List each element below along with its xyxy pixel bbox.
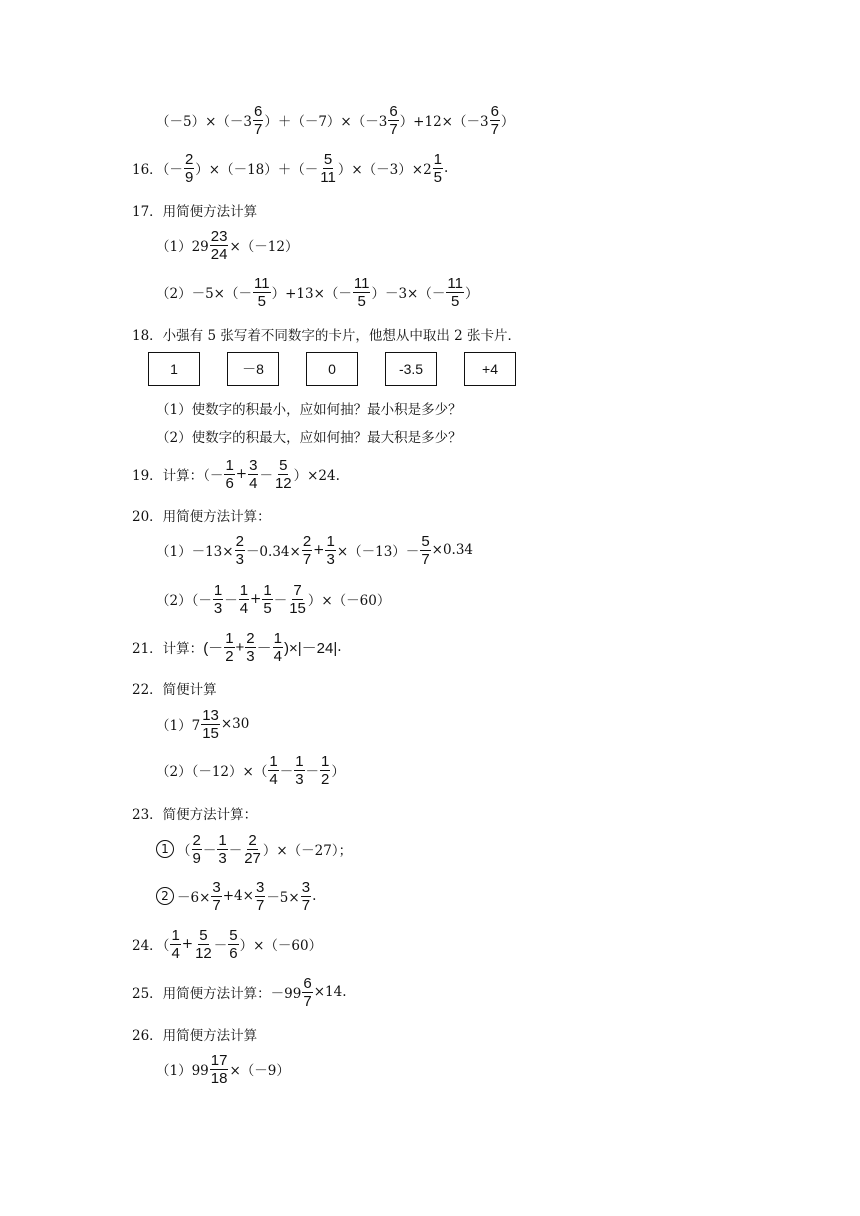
math-text: 17．用简便方法计算	[132, 204, 258, 220]
number-card: 1	[148, 352, 200, 386]
fraction-numerator: 1	[269, 752, 278, 770]
fraction-denominator: 7	[421, 550, 430, 568]
fraction-denominator: 2	[321, 770, 330, 788]
fraction-denominator: 3	[218, 849, 227, 867]
fraction-denominator: 9	[184, 168, 194, 186]
math-text: ）	[500, 114, 515, 130]
fraction	[274, 457, 293, 492]
circled-number: 1	[156, 840, 174, 858]
math-text: ）	[331, 764, 345, 780]
fraction-denominator: 7	[303, 992, 312, 1010]
fraction-denominator: 4	[269, 770, 278, 788]
math-text: ）+12×（－3	[399, 114, 489, 130]
fraction-denominator: 11	[320, 168, 336, 186]
fraction	[217, 832, 227, 867]
fraction-denominator: 27	[244, 849, 261, 867]
fraction	[235, 533, 245, 568]
math-text: ）×（－60）	[239, 938, 323, 954]
fraction-numerator: 1	[171, 926, 180, 944]
math-text: ）×24.	[293, 468, 340, 484]
fraction	[239, 582, 249, 617]
fraction	[262, 582, 272, 617]
fraction-numerator: 5	[421, 532, 430, 550]
problem-line-q25	[132, 970, 346, 1014]
fraction-numerator: 2	[192, 831, 201, 849]
fraction	[288, 582, 307, 617]
math-text: ×（－9）	[229, 1063, 290, 1079]
fraction-denominator: 4	[171, 944, 180, 962]
fraction-denominator: 6	[225, 474, 234, 492]
fraction	[294, 753, 304, 788]
fraction-numerator: 17	[210, 1051, 228, 1069]
problem-line-q17b	[156, 270, 478, 314]
circled-number: 2	[156, 887, 174, 905]
fraction	[243, 832, 262, 867]
math-text: （2）－5×（－	[156, 286, 252, 302]
math-text: 24．（	[132, 938, 170, 954]
fraction-denominator: 18	[210, 1069, 228, 1087]
math-text: －	[224, 593, 238, 609]
fraction-numerator: 2	[235, 532, 244, 550]
fraction-denominator: 5	[263, 599, 272, 617]
math-text: +	[181, 936, 194, 952]
math-text: （1）－13×	[156, 544, 234, 560]
number-card: -3.5	[385, 352, 437, 386]
math-text: +4×	[222, 888, 254, 904]
fraction-numerator: 5	[199, 926, 208, 944]
fraction-denominator: 7	[490, 120, 499, 138]
fraction	[211, 879, 221, 914]
math-text: （1）29	[156, 239, 209, 255]
math-text: （1）使数字的积最小，应如何抽？最小积是多少？	[156, 402, 462, 418]
fraction	[388, 103, 398, 138]
math-text: ×30	[220, 716, 250, 732]
fraction	[446, 275, 464, 310]
fraction-numerator: 1	[295, 752, 304, 770]
fraction-denominator: 4	[249, 474, 258, 492]
problem-line-q21	[132, 625, 342, 669]
fraction-numerator: 2	[246, 629, 255, 647]
fraction-numerator: 2	[302, 532, 312, 550]
math-text: 18．小强有 5 张写着不同数字的卡片，他想从中取出 2 张卡片．	[132, 328, 522, 344]
math-text: －	[213, 938, 228, 954]
math-text: +	[250, 591, 262, 607]
fraction	[228, 927, 238, 962]
problem-line-q23a	[156, 827, 352, 871]
fraction-numerator: 1	[433, 150, 443, 168]
problem-line-q24	[132, 922, 322, 966]
fraction-denominator: 3	[213, 599, 223, 617]
problem-line-q26a	[156, 1047, 290, 1091]
math-text: ）－3×（－	[371, 286, 446, 302]
fraction-numerator: 2	[248, 831, 257, 849]
math-text: （	[177, 843, 191, 859]
math-text: ）＋（－7）×（－3	[264, 114, 388, 130]
fraction	[319, 151, 337, 186]
fraction-denominator: 5	[450, 292, 460, 310]
fraction	[490, 103, 500, 138]
math-text: －6×	[177, 890, 211, 906]
math-text: ×14.	[313, 984, 347, 1000]
fraction-numerator: 7	[293, 581, 302, 599]
math-text: 26．用简便方法计算	[132, 1028, 258, 1044]
math-text: －	[228, 843, 243, 859]
fraction	[253, 275, 271, 310]
math-text: (－	[203, 639, 224, 657]
fraction-denominator: 5	[433, 168, 443, 186]
number-cards	[148, 352, 516, 386]
math-text: －	[259, 468, 273, 484]
fraction-denominator: 9	[192, 849, 201, 867]
math-text: +	[235, 466, 248, 482]
problem-line-q22b	[156, 748, 345, 792]
fraction-denominator: 5	[257, 292, 266, 310]
fraction	[301, 879, 311, 914]
fraction	[170, 927, 180, 962]
fraction-numerator: 5	[229, 926, 238, 944]
fraction-denominator: 3	[235, 550, 244, 568]
problem-line-q22a	[156, 702, 249, 746]
fraction-denominator: 12	[195, 944, 212, 962]
math-text: 21．计算：	[132, 641, 204, 657]
fraction-denominator: 7	[302, 550, 312, 568]
fraction-denominator: 4	[239, 599, 249, 617]
problem-line-q17a	[156, 223, 298, 267]
number-card: +4	[464, 352, 516, 386]
fraction-numerator: 5	[279, 456, 288, 474]
math-text: ）	[464, 286, 479, 302]
fraction-numerator: 1	[321, 752, 330, 770]
fraction-numerator: 1	[326, 532, 335, 550]
fraction-numerator: 1	[225, 456, 234, 474]
fraction-denominator: 3	[246, 647, 255, 665]
fraction	[353, 275, 371, 310]
fraction-denominator: 7	[212, 896, 221, 914]
fraction-denominator: 4	[273, 647, 282, 665]
math-text: 19．计算：（－	[132, 468, 224, 484]
fraction	[194, 927, 213, 962]
number-card: 0	[306, 352, 358, 386]
fraction-numerator: 1	[239, 581, 249, 599]
math-text: （1）7	[156, 718, 201, 734]
fraction-denominator: 12	[274, 474, 292, 492]
math-text: －	[273, 593, 288, 609]
problem-line-q20a	[156, 528, 473, 572]
math-text: ）+13×（－	[271, 286, 352, 302]
fraction-numerator: 6	[490, 102, 499, 120]
math-text: ×（－12）	[229, 239, 299, 255]
number-card: －8	[227, 352, 279, 386]
math-text: ）×（－18）＋（－	[195, 162, 319, 178]
fraction-numerator: 2	[184, 150, 194, 168]
fraction-numerator: 13	[202, 706, 219, 724]
fraction-denominator: 7	[389, 120, 398, 138]
math-text: （－5）×（－3	[156, 114, 252, 130]
fraction	[245, 630, 255, 665]
math-text: －5×	[266, 890, 300, 906]
fraction	[273, 630, 283, 665]
fraction-denominator: 3	[295, 770, 304, 788]
fraction	[302, 533, 312, 568]
math-text: .	[312, 888, 317, 904]
fraction-denominator: 5	[357, 292, 366, 310]
math-text: （2）使数字的积最大，应如何抽？最大积是多少？	[156, 430, 462, 446]
fraction	[255, 879, 265, 914]
math-text: ）×（－3）×2	[337, 162, 432, 178]
fraction-numerator: 3	[212, 878, 221, 896]
math-text: （1）99	[156, 1063, 209, 1079]
math-text: （2）（－	[156, 593, 212, 609]
fraction-numerator: 6	[389, 102, 398, 120]
fraction	[420, 533, 430, 568]
math-text: 25．用简便方法计算：－99	[132, 986, 302, 1002]
fraction	[325, 533, 335, 568]
math-text: .	[337, 639, 342, 655]
fraction-denominator: 7	[254, 120, 263, 138]
fraction-numerator: 5	[323, 150, 333, 168]
fraction-numerator: 1	[213, 581, 223, 599]
fraction	[224, 457, 234, 492]
fraction-denominator: 24	[210, 245, 228, 263]
fraction	[184, 151, 194, 186]
math-text: )×|－24|	[284, 639, 338, 657]
math-text: ×0.34	[431, 542, 474, 558]
fraction-numerator: 11	[254, 274, 270, 292]
fraction-numerator: 11	[353, 274, 370, 292]
math-text: .	[444, 160, 449, 176]
problem-line-r0	[156, 98, 514, 142]
fraction-numerator: 3	[301, 878, 311, 896]
math-text: ）×（－60）	[307, 593, 391, 609]
fraction-numerator: 23	[210, 227, 228, 245]
fraction-denominator: 15	[202, 724, 219, 742]
fraction-numerator: 1	[225, 629, 234, 647]
fraction	[201, 707, 220, 742]
fraction-denominator: 7	[301, 896, 311, 914]
fraction-numerator: 3	[249, 456, 258, 474]
fraction	[433, 151, 443, 186]
fraction-numerator: 6	[303, 974, 312, 992]
fraction-denominator: 7	[255, 896, 265, 914]
math-text: 23．简便方法计算：	[132, 807, 258, 823]
fraction-numerator: 1	[273, 629, 282, 647]
math-text: 22．简便计算	[132, 682, 217, 698]
fraction	[268, 753, 278, 788]
fraction	[210, 1052, 229, 1087]
fraction	[320, 753, 330, 788]
fraction-numerator: 1	[263, 581, 272, 599]
math-text: +	[313, 542, 325, 558]
problem-line-q18	[132, 312, 521, 356]
math-text: ×（－13）－	[336, 544, 420, 560]
math-text: 16．（－	[132, 162, 183, 178]
math-text: +	[235, 638, 245, 656]
math-text: －	[202, 843, 217, 859]
fraction	[248, 457, 258, 492]
math-text: －	[279, 764, 294, 780]
problem-line-q23b	[156, 874, 316, 918]
problem-line-q16	[132, 146, 448, 190]
fraction-numerator: 3	[255, 878, 265, 896]
fraction-denominator: 3	[326, 550, 335, 568]
math-text: －0.34×	[245, 544, 301, 560]
math-text: （2）（－12）×（	[156, 764, 268, 780]
fraction	[224, 630, 234, 665]
math-text: ）×（－27）；	[262, 843, 353, 859]
fraction-denominator: 15	[289, 599, 306, 617]
fraction-numerator: 1	[218, 831, 227, 849]
math-text: 20．用简便方法计算：	[132, 509, 271, 525]
fraction-numerator: 6	[254, 102, 263, 120]
problem-line-q19	[132, 452, 340, 496]
math-text: －	[256, 639, 272, 657]
fraction	[253, 103, 263, 138]
fraction-denominator: 2	[225, 647, 234, 665]
fraction-denominator: 6	[229, 944, 238, 962]
fraction	[213, 582, 223, 617]
math-text: －	[305, 764, 320, 780]
fraction	[210, 228, 229, 263]
fraction-numerator: 11	[447, 274, 463, 292]
problem-line-q20b	[156, 577, 390, 621]
fraction	[302, 975, 312, 1010]
fraction	[192, 832, 202, 867]
